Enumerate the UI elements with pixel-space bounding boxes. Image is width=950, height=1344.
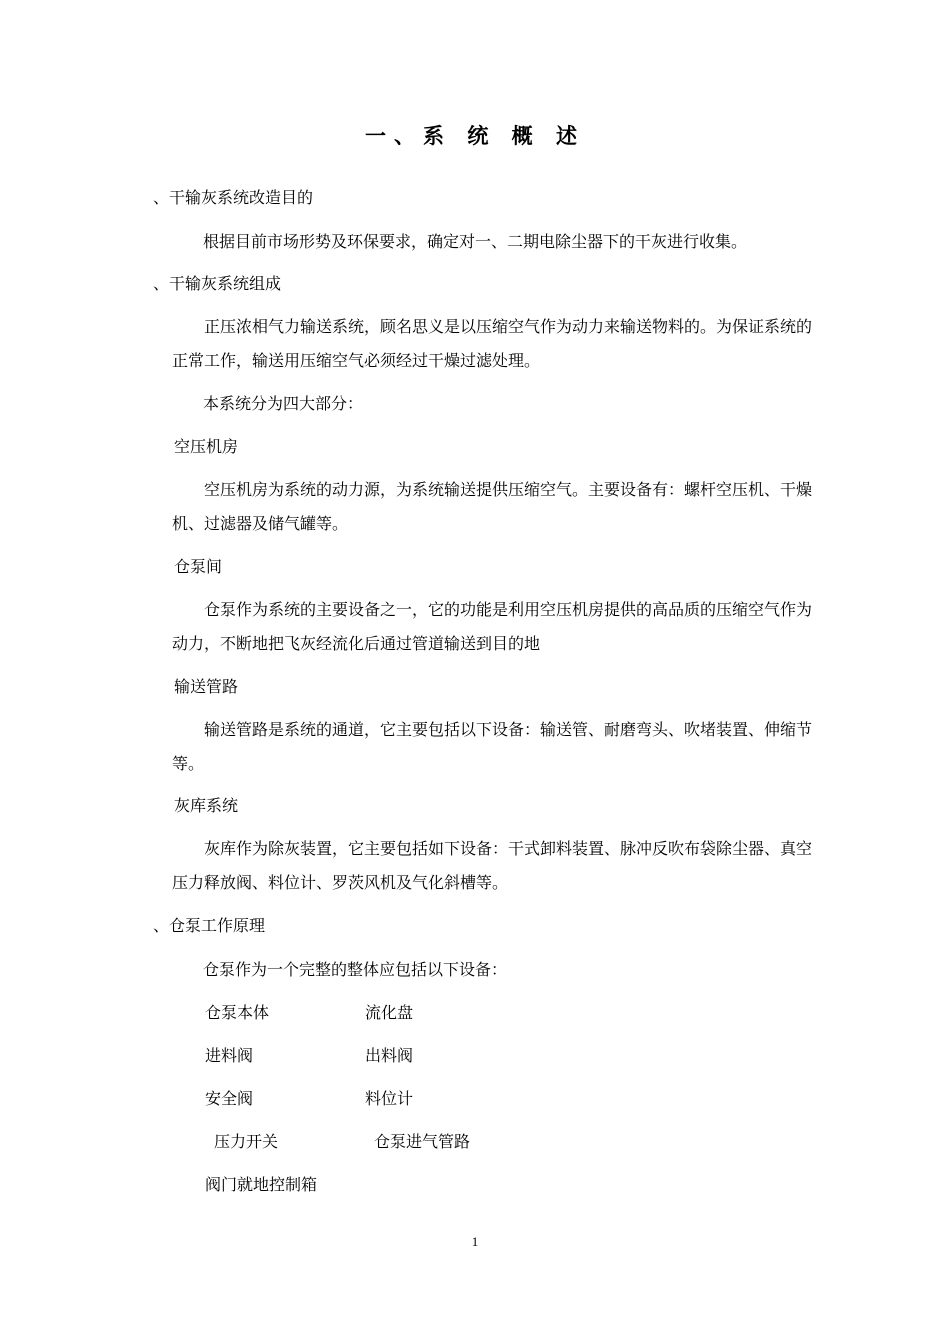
equipment-item: 料位计: [365, 1089, 414, 1108]
section1-heading: 、干输灰系统改造目的: [153, 188, 314, 207]
equipment-row: [205, 1046, 565, 1066]
section1-body: 根据目前市场形势及环保要求，确定对一、二期电除尘器下的干灰进行收集。: [203, 232, 748, 251]
equipment-item: 阀门就地控制箱: [205, 1175, 318, 1194]
part3-body: 输送管路是系统的通道，它主要包括以下设备：输送管、耐磨弯头、吹堵装置、伸缩节等。: [172, 720, 813, 773]
equipment-item: 安全阀: [205, 1089, 254, 1108]
section3-intro: 仓泵作为一个完整的整体应包括以下设备：: [203, 960, 508, 979]
page-number: 1: [471, 1234, 479, 1249]
section2-intro: 本系统分为四大部分：: [203, 394, 364, 413]
page-title: 一、系 统 概 述: [365, 124, 585, 148]
part3-heading: 输送管路: [174, 677, 239, 696]
equipment-item: 进料阀: [205, 1046, 254, 1065]
equipment-row: [205, 1089, 565, 1109]
section2-heading: 、干输灰系统组成: [153, 274, 282, 293]
part4-heading: 灰库系统: [174, 796, 239, 815]
part4-body: 灰库作为除灰装置，它主要包括如下设备：干式卸料装置、脉冲反吹布袋除尘器、真空压力释放阀、料位计、罗茨风机及气化斜槽等。: [172, 839, 813, 892]
equipment-item: 仓泵本体: [205, 1003, 270, 1022]
equipment-item: 出料阀: [365, 1046, 414, 1065]
equipment-row: [205, 1175, 565, 1195]
equipment-item: 流化盘: [365, 1003, 414, 1022]
equipment-row: [205, 1003, 565, 1023]
part2-heading: 仓泵间: [174, 557, 223, 576]
part1-body: 空压机房为系统的动力源，为系统输送提供压缩空气。主要设备有：螺杆空压机、干燥机、过滤器及储气罐等。: [172, 480, 813, 533]
section3-heading: 、仓泵工作原理: [153, 916, 266, 935]
equipment-row: [214, 1132, 574, 1152]
part1-heading: 空压机房: [174, 437, 239, 456]
part2-body: 仓泵作为系统的主要设备之一，它的功能是利用空压机房提供的高品质的压缩空气作为动力，不断地把飞灰经流化后通过管道输送到目的地: [172, 600, 813, 653]
equipment-item: 仓泵进气管路: [374, 1132, 471, 1151]
section2-body: 正压浓相气力输送系统，顾名思义是以压缩空气作为动力来输送物料的。为保证系统的正常工作，输送用压缩空气必须经过干燥过滤处理。: [172, 317, 813, 370]
equipment-item: 压力开关: [214, 1132, 279, 1151]
